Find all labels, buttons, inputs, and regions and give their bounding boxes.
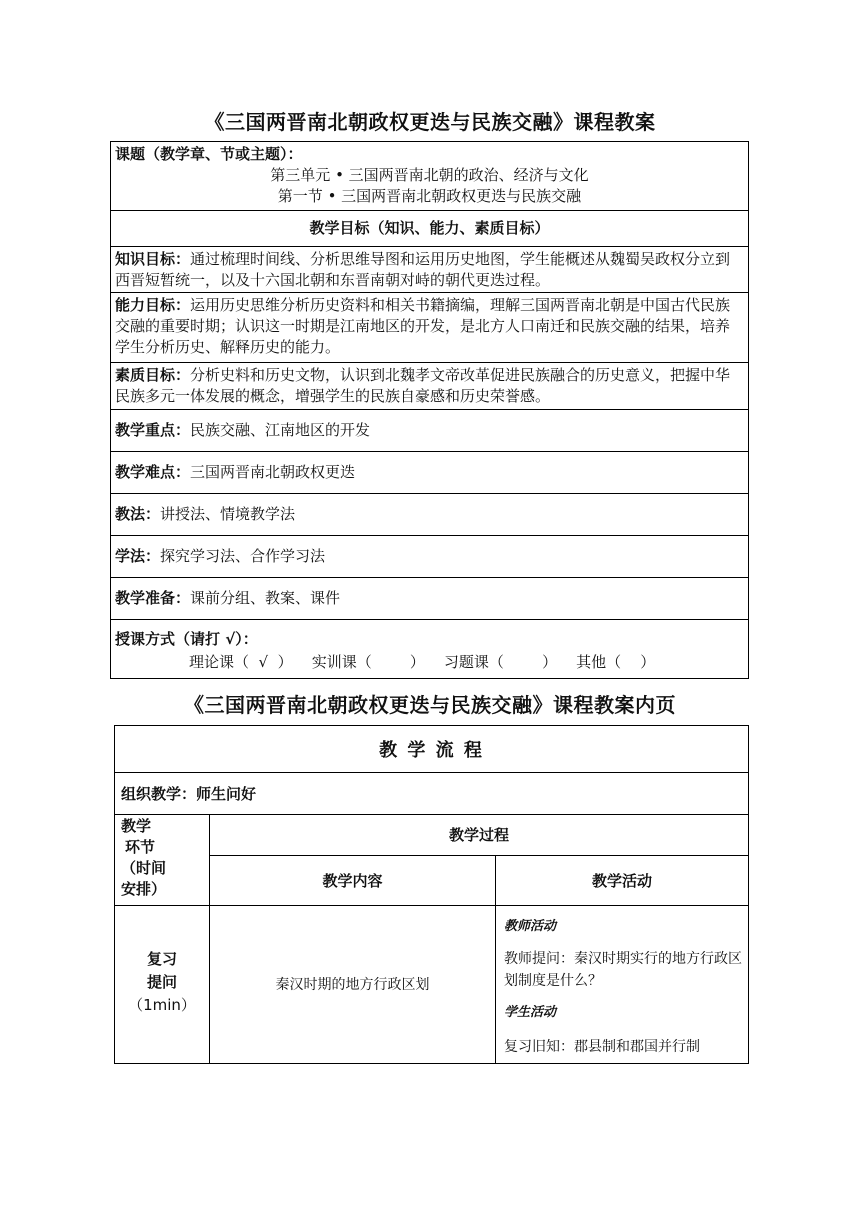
flow-header: 教 学 流 程 — [379, 740, 484, 761]
methods-row — [111, 493, 748, 535]
learning-text: 探究学习法、合作学习法 — [160, 547, 326, 565]
methods-text: 讲授法、情境教学法 — [160, 505, 296, 523]
activity-header: 教学活动 — [591, 871, 652, 890]
inner-page-title: 《三国两晋南北朝政权更迭与民族交融》课程教案内页 — [184, 693, 676, 717]
knowledge-label: 知识目标： — [115, 250, 191, 268]
mode-options: 理论课（ √ ） 实训课（ ） 习题课（ ） 其他（ ） — [189, 653, 656, 671]
ability-text: 运用历史思维分析历史资料和相关书籍摘编，理解三国两晋南北朝是中国古代民族交融的重要时期；认识这一时期是江南地区的开发，是北方人口南迁和民族交融的结果，培养学生分析历史、解释历史的能力。 — [115, 296, 731, 356]
student-activity-text: 复习旧知：郡县制和郡国并行制 — [504, 1039, 700, 1055]
objectives-header: 教学目标（知识、能力、素质目标） — [309, 219, 550, 237]
stage-line: 复习 — [146, 950, 177, 968]
difficulties-row — [111, 451, 748, 493]
stage-header-line: （时间 — [121, 859, 167, 877]
quality-row — [111, 362, 748, 409]
difficulties-text: 三国两晋南北朝政权更迭 — [190, 463, 356, 481]
key-points-label: 教学重点： — [115, 421, 191, 439]
stage-time: （1min） — [128, 996, 196, 1014]
teacher-activity-text: 教师提问：秦汉时期实行的地方行政区划制度是什么？ — [504, 951, 742, 989]
stage-header-line: 教学 — [121, 817, 152, 835]
stage-line: 提问 — [146, 973, 177, 991]
stage-header — [121, 816, 207, 900]
lesson-plan-table — [110, 141, 749, 679]
ability-row — [111, 292, 748, 362]
mode-label: 授课方式（请打 √）： — [115, 630, 258, 648]
topic-label: 课题（教学章、节或主题）： — [115, 145, 303, 163]
quality-label: 素质目标： — [115, 366, 191, 384]
learning-row — [111, 535, 748, 577]
stage-header-line: 环节 — [125, 838, 156, 856]
key-points-text: 民族交融、江南地区的开发 — [190, 421, 371, 439]
student-activity-label: 学生活动 — [504, 1005, 557, 1020]
objectives-header-row — [111, 210, 748, 246]
key-points-row — [111, 409, 748, 451]
teacher-activity-label: 教师活动 — [504, 919, 557, 934]
page-title: 《三国两晋南北朝政权更迭与民族交融》课程教案 — [204, 110, 656, 134]
activity-cell — [504, 916, 744, 1058]
difficulties-label: 教学难点： — [115, 463, 191, 481]
knowledge-text: 通过梳理时间线、分析思维导图和运用历史地图，学生能概述从魏蜀吴政权分立到西晋短暂统一，以及十六国北朝和东晋南朝对峙的朝代更迭过程。 — [115, 250, 731, 289]
process-header: 教学过程 — [448, 826, 509, 844]
content-cell: 秦汉时期的地方行政区划 — [275, 977, 430, 993]
learning-label: 学法： — [115, 547, 161, 565]
topic-unit: 第三单元 • 三国两晋南北朝的政治、经济与文化 — [270, 166, 589, 184]
prep-label: 教学准备： — [115, 589, 191, 607]
methods-label: 教法： — [115, 505, 161, 523]
topic-row — [111, 142, 748, 210]
knowledge-row — [111, 246, 748, 292]
ability-label: 能力目标： — [115, 296, 191, 314]
teaching-flow-table — [114, 725, 749, 1064]
organize-text: 组织教学：师生问好 — [121, 784, 257, 803]
content-header: 教学内容 — [322, 871, 383, 890]
stage-cell — [115, 948, 209, 1017]
prep-text: 课前分组、教案、课件 — [190, 589, 341, 607]
quality-text: 分析史料和历史文物，认识到北魏孝文帝改革促进民族融合的历史意义，把握中华民族多元一体发展的概念，增强学生的民族自豪感和历史荣誉感。 — [115, 366, 731, 405]
topic-section: 第一节 • 三国两晋南北朝政权更迭与民族交融 — [277, 187, 582, 205]
mode-row — [111, 619, 748, 679]
prep-row — [111, 577, 748, 619]
stage-header-line: 安排） — [121, 880, 167, 898]
